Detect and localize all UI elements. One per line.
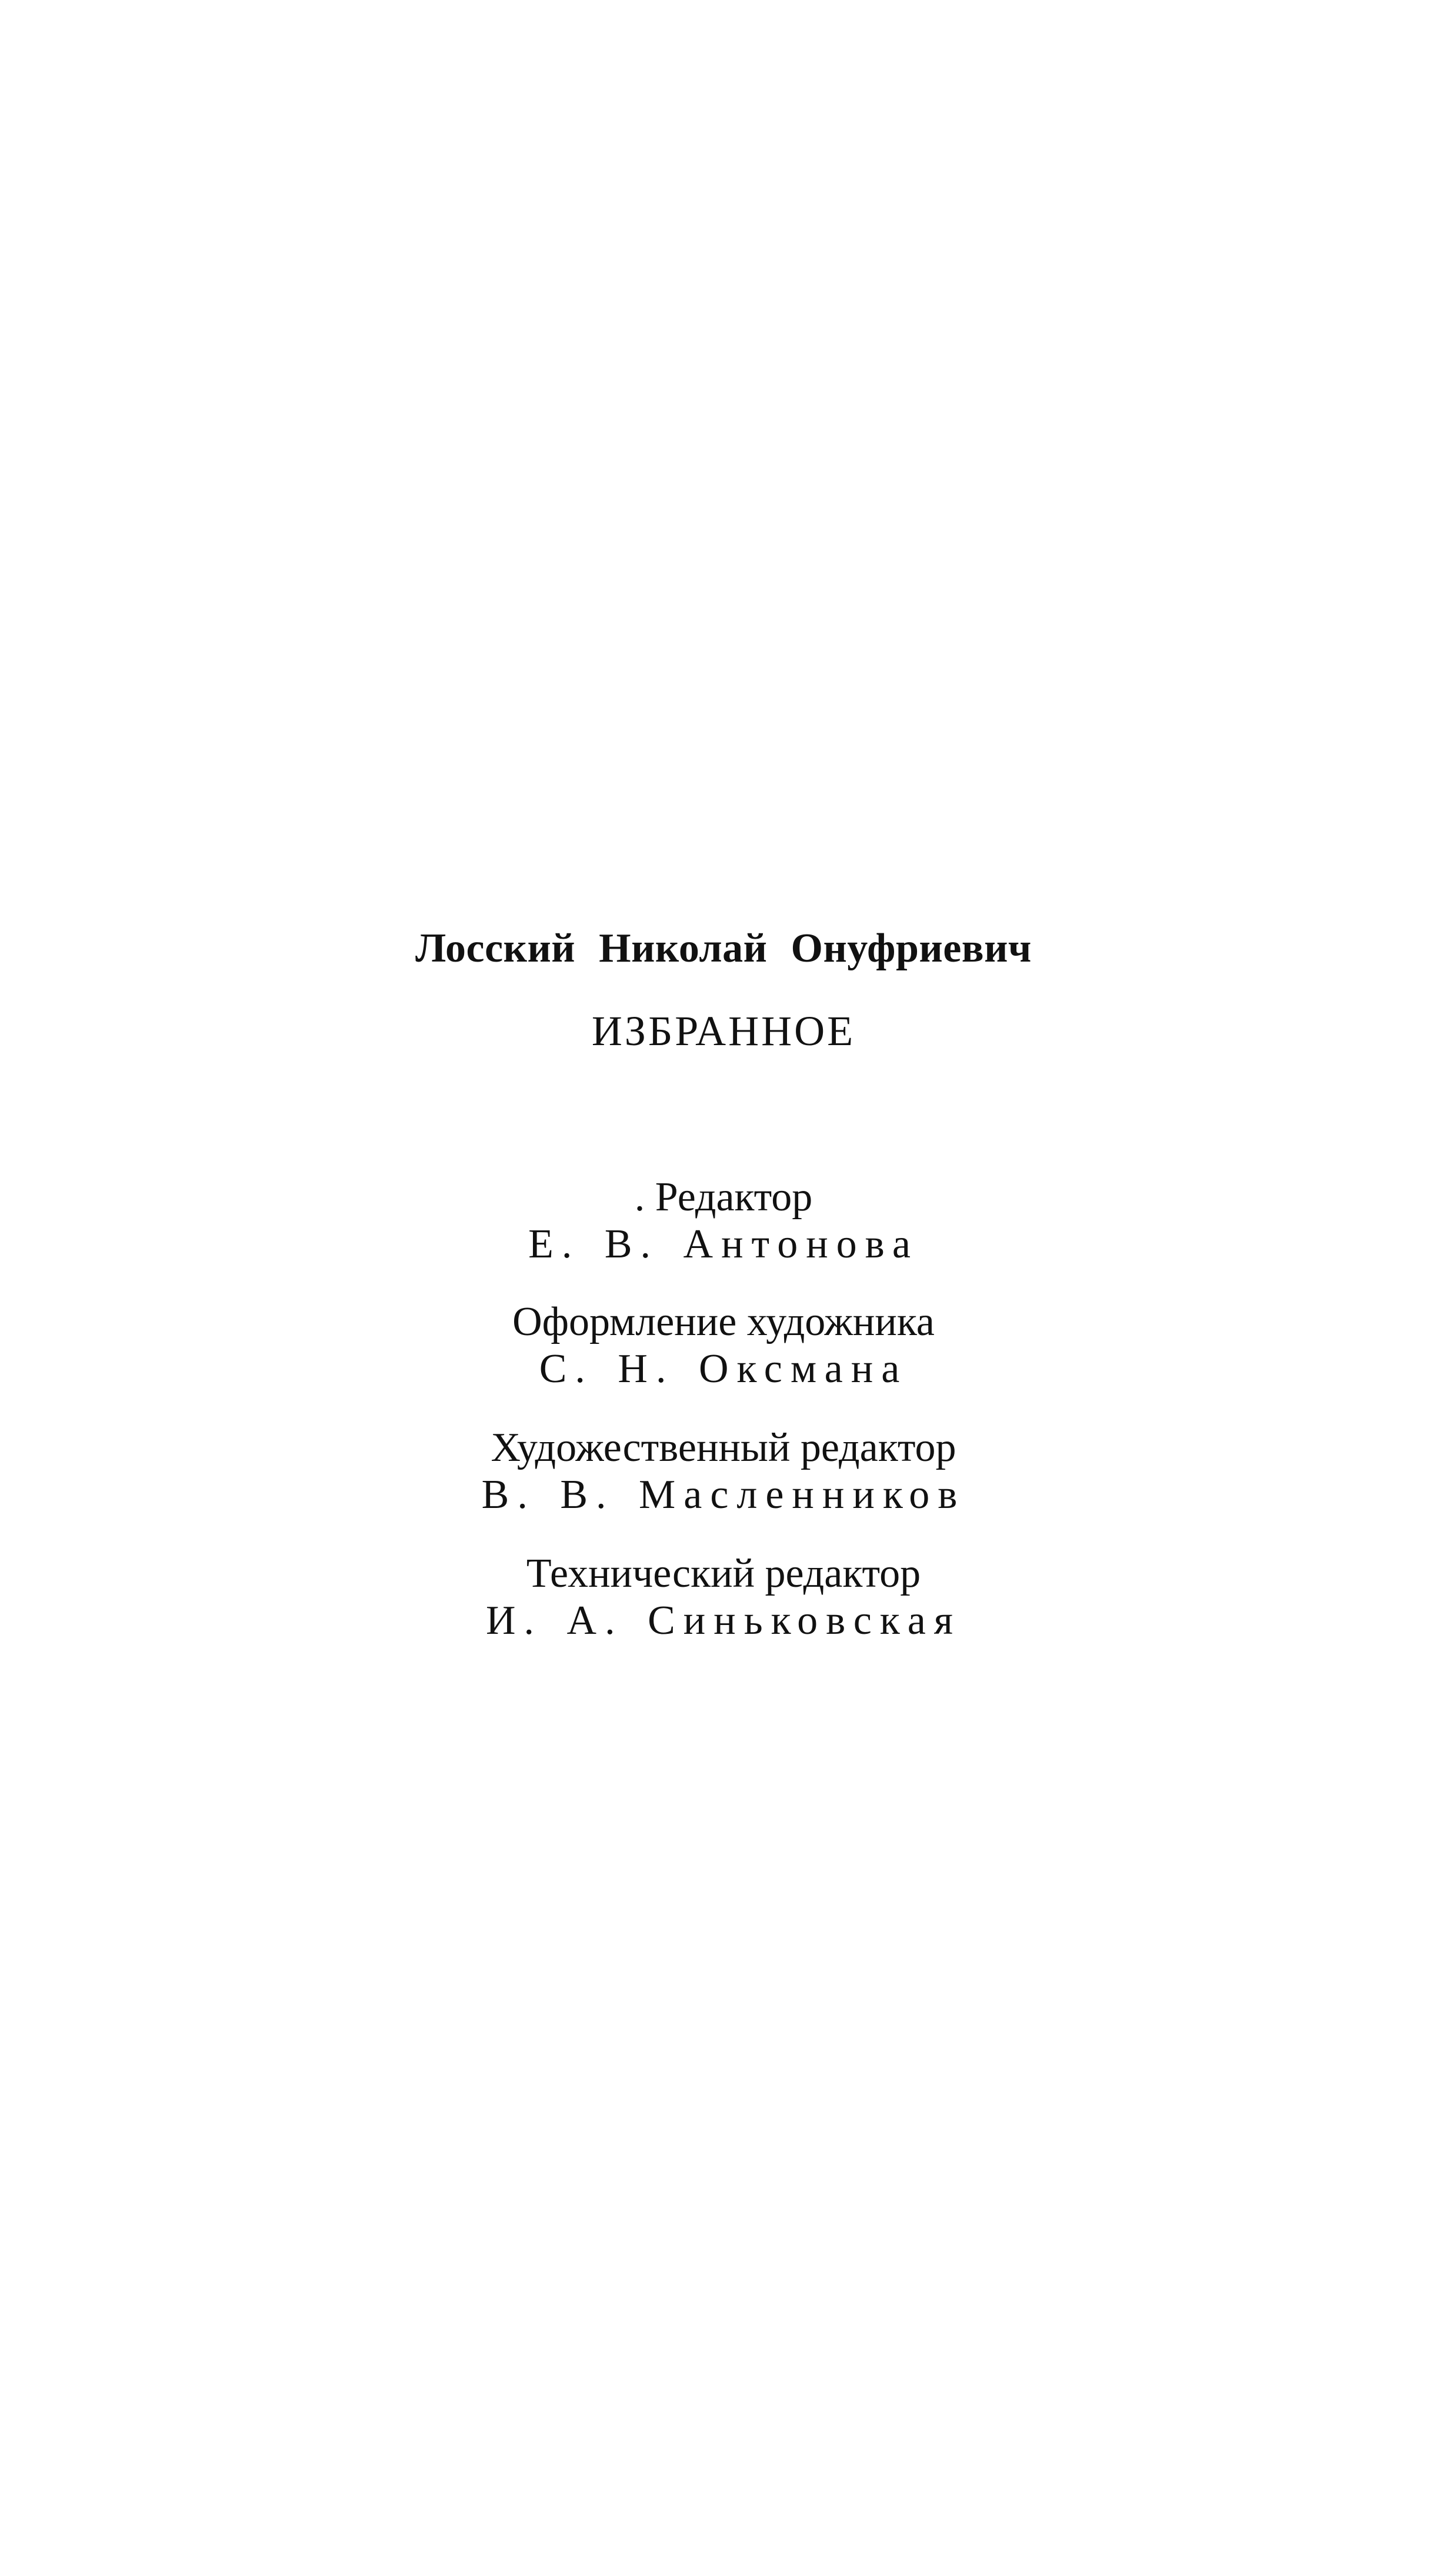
credit-art-editor bbox=[0, 1424, 1447, 1519]
credit-person: Е. В. Антонова bbox=[528, 1222, 919, 1267]
credit-role: . Редактор bbox=[634, 1174, 813, 1220]
credit-designer bbox=[0, 1299, 1447, 1393]
credit-editor bbox=[0, 1174, 1447, 1268]
credit-technical-editor bbox=[0, 1550, 1447, 1644]
credit-role: Художественный редактор bbox=[491, 1425, 956, 1470]
book-title: ИЗБРАННОЕ bbox=[591, 1007, 856, 1055]
author-name: Лосский Николай Онуфриевич bbox=[415, 926, 1032, 971]
credit-person: И. А. Синьковская bbox=[485, 1598, 962, 1643]
credit-role: Технический редактор bbox=[526, 1551, 921, 1596]
credit-person: С. Н. Оксмана bbox=[539, 1346, 908, 1392]
credit-role: Оформление художника bbox=[512, 1299, 935, 1344]
credit-person: В. В. Масленников bbox=[481, 1472, 966, 1517]
